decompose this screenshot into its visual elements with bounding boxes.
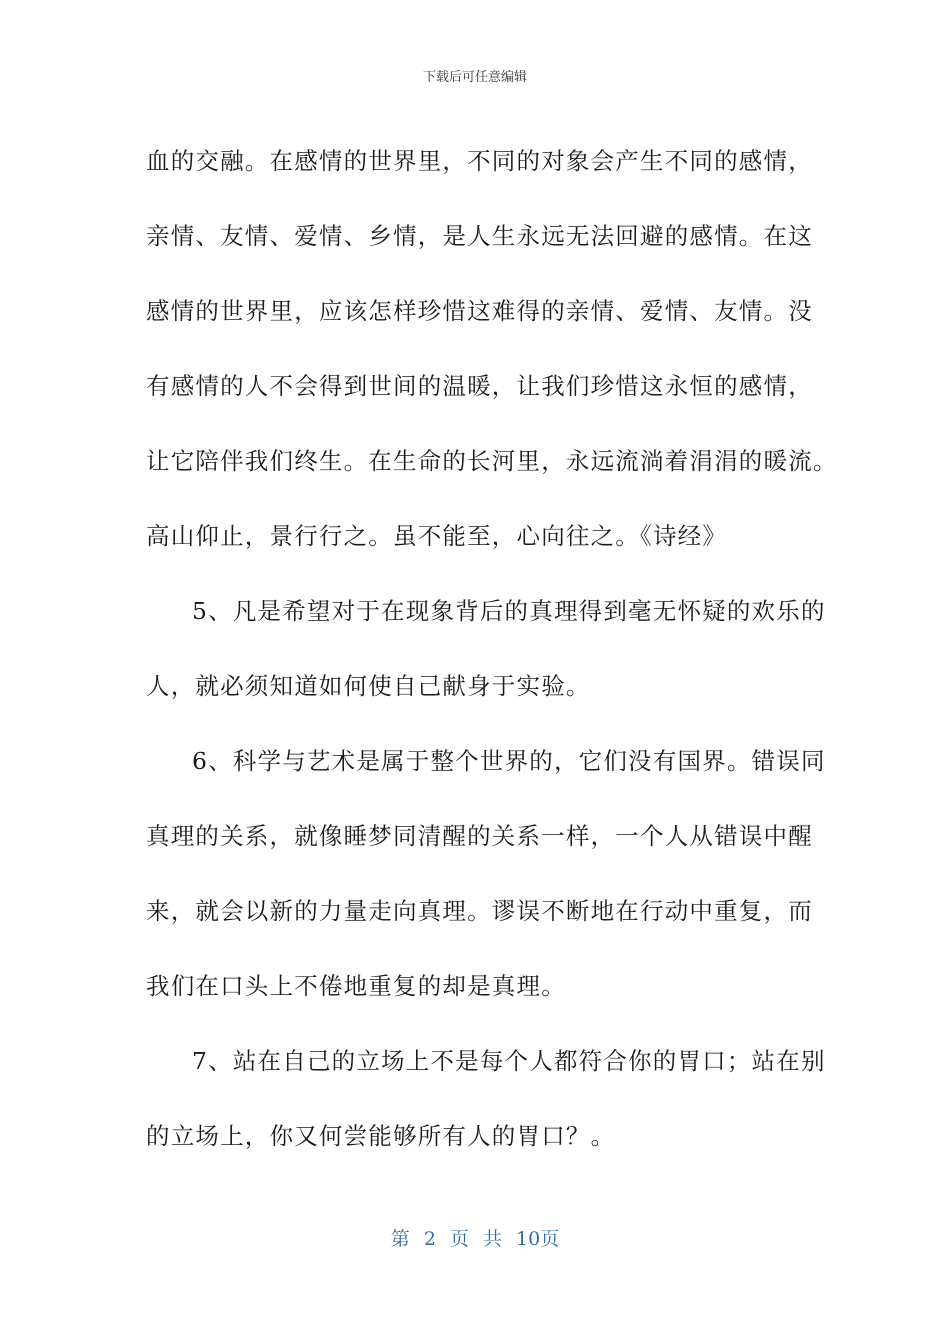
text-line: 我们在口头上不倦地重复的却是真理。 <box>146 972 566 1000</box>
page-header: 下载后可任意编辑 <box>422 70 527 85</box>
text-line: 亲情、友情、爱情、乡情，是人生永远无法回避的感情。在这 <box>146 222 813 250</box>
text-line: 的立场上，你又何尝能够所有人的胃口？。 <box>146 1122 616 1150</box>
text-line: 来，就会以新的力量走向真理。谬误不断地在行动中重复，而 <box>146 897 813 925</box>
paragraph-start-6: 6、科学与艺术是属于整个世界的，它们没有国界。错误同 <box>192 747 826 775</box>
paragraph-start-7: 7、站在自己的立场上不是每个人都符合你的胃口；站在别 <box>192 1047 826 1075</box>
text-line: 有感情的人不会得到世间的温暖，让我们珍惜这永恒的感情， <box>146 372 813 400</box>
page-number-footer: 第 2 页 共 10页 <box>390 1228 560 1250</box>
paragraph-start-5: 5、凡是希望对于在现象背后的真理得到毫无怀疑的欢乐的 <box>192 597 826 625</box>
text-line: 高山仰止，景行行之。虽不能至，心向往之。《诗经》 <box>146 522 728 550</box>
text-line: 感情的世界里，应该怎样珍惜这难得的亲情、爱情、友情。没 <box>146 297 813 325</box>
text-line: 真理的关系，就像睡梦同清醒的关系一样，一个人从错误中醒 <box>146 822 813 850</box>
document-body <box>146 124 838 1174</box>
text-line: 血的交融。在感情的世界里，不同的对象会产生不同的感情， <box>146 147 813 175</box>
text-line: 人，就必须知道如何使自己献身于实验。 <box>146 672 591 700</box>
text-line: 让它陪伴我们终生。在生命的长河里，永远流淌着涓涓的暖流。 <box>146 447 838 475</box>
